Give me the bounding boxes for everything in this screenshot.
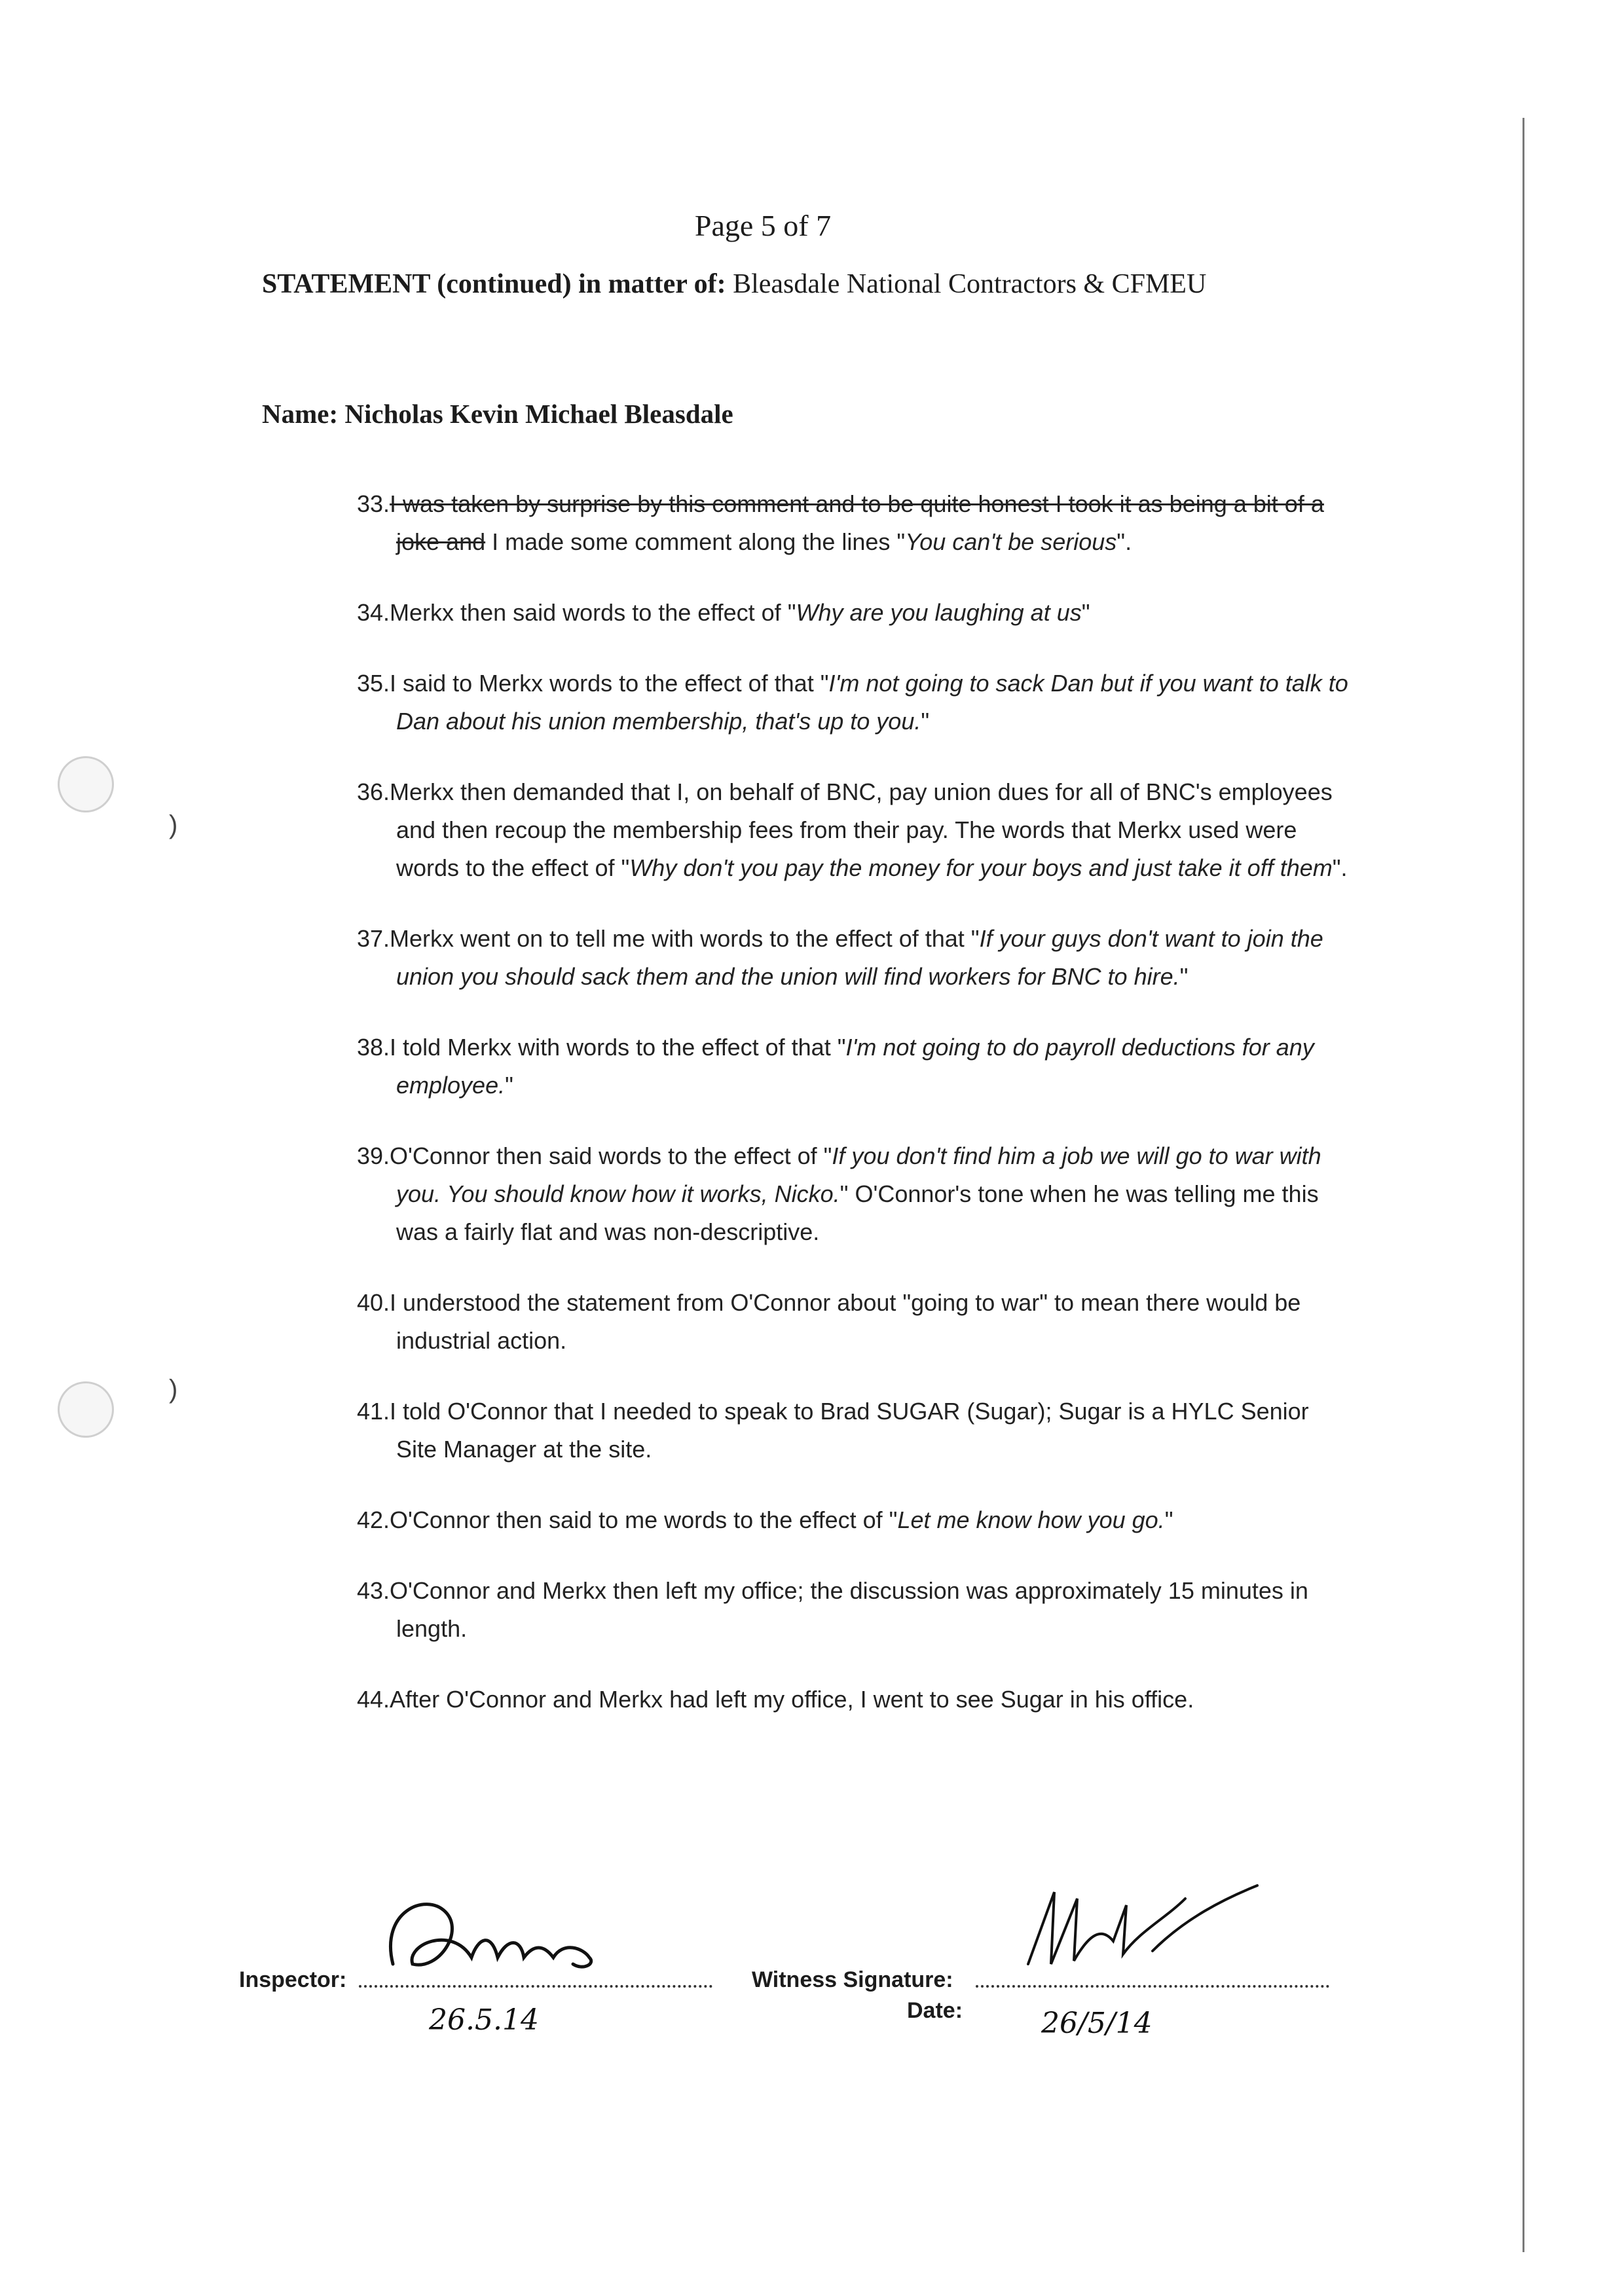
date-label: Date: [907,1998,963,2023]
statement-header [262,268,1375,300]
paragraph-41: 41.I told O'Connor that I needed to speak to Brad SUGAR (Sugar); Sugar is a HYLC Senior Site Manager at the site. [357,1398,1309,1463]
witness-signature-line [976,1985,1329,1988]
paragraph-33: 33.I was taken by surprise by this comment and to be quite honest I took it as being a bit of a joke and I made some comment along the lines "You can't be serious". [357,490,1324,555]
paragraph-43: 43.O'Connor and Merkx then left my office; the discussion was approximately 15 minutes in length. [357,1577,1308,1642]
paragraph-34: 34.Merkx then said words to the effect of "Why are you laughing at us" [357,599,1090,626]
matter-title: Bleasdale National Contractors & CFMEU [733,269,1207,299]
paragraph-44: 44.After O'Connor and Merkx had left my office, I went to see Sugar in his office. [357,1686,1194,1713]
inspector-label: Inspector: [239,1967,347,1992]
witness-date: 26/5/14 [1041,2007,1153,2040]
struck-text: I was taken by surprise by this comment and to be quite honest I took it as being a bit of a joke and [390,490,1324,555]
margin-mark: ) [169,1375,178,1404]
inspector-signature [367,1886,629,1990]
paragraph-42: 42.O'Connor then said to me words to the effect of "Let me know how you go." [357,1506,1173,1533]
page-number: Page 5 of 7 [694,209,832,242]
paragraph-37: 37.Merkx went on to tell me with words to the effect of that "If your guys don't want to join the union you should sack them and the union will find workers for BNC to hire." [357,925,1323,990]
name-line [262,398,733,429]
page-edge-rule [1522,118,1524,2252]
statement-items [357,462,1352,1751]
margin-mark: ) [169,811,178,839]
punch-hole-top [58,756,114,812]
witness-signature [1015,1879,1277,1984]
statement-label: STATEMENT (continued) in matter of: [262,269,726,299]
paragraph-40: 40.I understood the statement from O'Connor about "going to war" to mean there would be industrial action. [357,1289,1301,1354]
paragraph-35: 35.I said to Merkx words to the effect of that "I'm not going to sack Dan but if you want to talk to Dan about his union membership, that's up to you." [357,670,1348,735]
punch-hole-bottom [58,1381,114,1438]
name-label: Name: [262,399,339,429]
name-value: Nicholas Kevin Michael Bleasdale [344,399,733,429]
inspector-date: 26.5.14 [429,2003,539,2037]
witness-signature-label: Witness Signature: [752,1967,953,1992]
paragraph-39: 39.O'Connor then said words to the effect of "If you don't find him a job we will go to war with you. You should know how it works, Nicko." O'Connor's tone when he was telling me this was a fairly flat and was non-descriptive. [357,1142,1321,1245]
paragraph-36: 36.Merkx then demanded that I, on behalf of BNC, pay union dues for all of BNC's employees and then recoup the membership fees from their pay. The words that Merkx used were words to the effect of "Why don't you pay the money for your boys and just take it off them". [357,778,1348,881]
paragraph-38: 38.I told Merkx with words to the effect of that "I'm not going to do payroll deductions for any employee." [357,1034,1314,1099]
